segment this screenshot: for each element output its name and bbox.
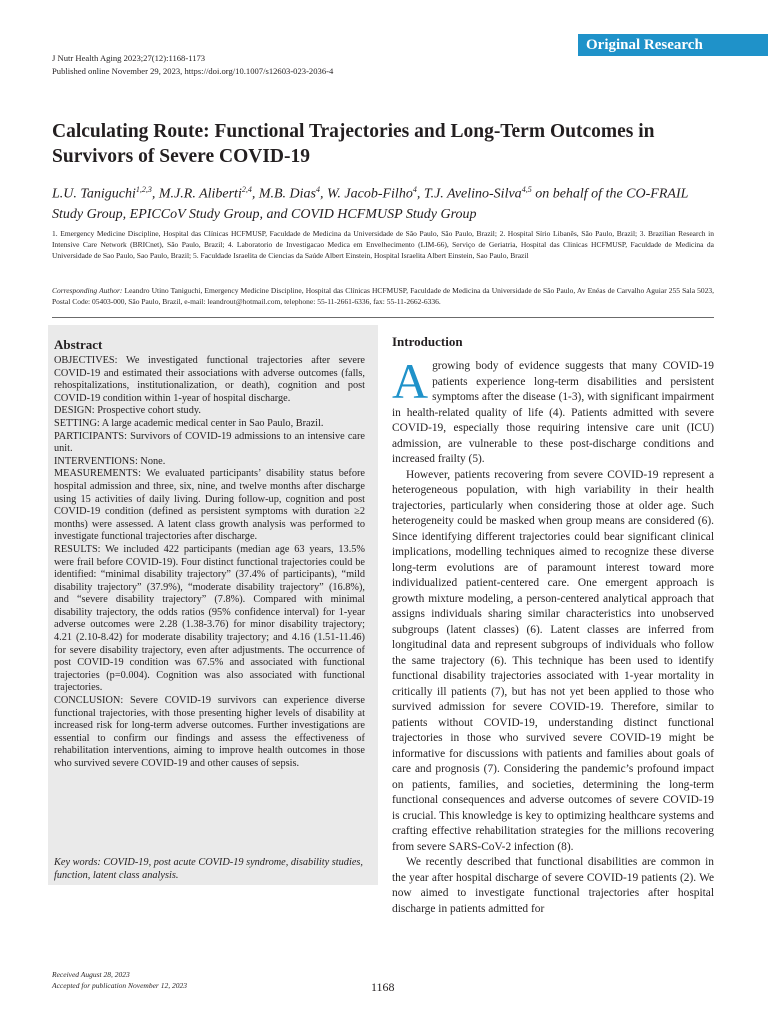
abstract-paragraph — [54, 468, 365, 544]
abstract-paragraph — [54, 544, 365, 695]
author-list — [52, 180, 722, 225]
abstract-section — [54, 337, 365, 771]
intro-paragraph: We recently described that functional disabilities are common in the year after hospital discharge of severe COVID-19 patients (2). We now aimed to investigate functional trajectories after hospital discharge in patients admitted for — [392, 856, 714, 915]
divider — [52, 317, 714, 318]
drop-cap: A — [392, 353, 429, 409]
author-separator: , — [320, 186, 328, 202]
abstract-paragraph — [54, 418, 365, 431]
abstract-heading: Abstract — [54, 337, 103, 352]
abstract-label: PARTICIPANTS: — [54, 430, 128, 442]
corresponding-label: Corresponding Author: — [52, 286, 123, 295]
abstract-text: Severe COVID-19 survivors can experience diverse functional trajectories, with those presenting higher levels of disability at increased risk for long-term adverse outcomes. Further investigations are essential to confirm our findings and assess the effectiveness of rehabilitation interventions, aiming to improve health outcomes in those who survived severe COVID-19 and other causes of sepsis. — [54, 695, 365, 769]
abstract-paragraph — [54, 355, 365, 405]
abstract-paragraph — [54, 405, 365, 418]
abstract-text: None. — [137, 455, 166, 467]
abstract-label: MEASUREMENTS: — [54, 468, 141, 480]
abstract-paragraph — [54, 695, 365, 771]
accepted-date: Accepted for publication November 12, 2023 — [52, 981, 187, 990]
received-dates — [52, 969, 187, 991]
study-group-text: on behalf of the CO-FRAIL Study Group, EPICCoV Study Group, and COVID HCFMUSP Study Group — [52, 186, 689, 222]
author-affiliation-ref: 2,4 — [241, 185, 252, 194]
abstract-text: Prospective cohort study. — [94, 405, 201, 417]
intro-text: growing body of evidence suggests that many COVID-19 patients experience long-term disabilities and persistent symptoms after the disease (1-3), with significant impairment in health-related quality of life (4). Patients admitted with severe COVID-19, especially those requiring intensive care unit (ICU) admission, are vulnerable to these post-discharge conditions and increased frailty (5). — [392, 360, 714, 465]
journal-citation: J Nutr Health Aging 2023;27(12):1168-1173 — [52, 53, 206, 63]
abstract-label: INTERVENTIONS: — [54, 455, 138, 467]
received-date: Received August 28, 2023 — [52, 970, 130, 979]
page-number: 1168 — [371, 980, 395, 994]
abstract-paragraph — [54, 456, 365, 469]
keywords: Key words: COVID-19, post acute COVID-19 syndrome, disability studies, function, latent class analysis. — [54, 857, 363, 881]
article-type-banner: Original Research — [578, 34, 768, 56]
citation-block — [52, 52, 333, 78]
author-separator: , — [151, 186, 159, 202]
author-separator: , — [251, 186, 259, 202]
abstract-text: We investigated functional trajectories after severe COVID-19 and estimated their associations with adverse outcomes (falls, rehospitalizations, institutionalization, or death), cognition and post COVID-19 condition within 1-year of hospital discharge. — [54, 355, 365, 404]
abstract-label: SETTING: — [54, 417, 100, 429]
author-separator: , — [416, 186, 424, 202]
author-affiliation-ref: 4,5 — [521, 185, 532, 194]
author-name: W. Jacob-Filho — [327, 186, 413, 202]
abstract-text: A large academic medical center in Sao Paulo, Brazil. — [99, 417, 324, 429]
author-affiliation-ref: 1,2,3 — [135, 185, 152, 194]
author-name: L.U. Taniguchi — [52, 186, 136, 202]
author-affiliation-ref: 4 — [316, 185, 321, 194]
abstract-text: We included 422 participants (median age 63 years, 13.5% were frail before COVID-19). Four distinct functional trajectories could be identified: “minimal disability trajectory” (37.4% of participants), “mild disability trajectory” (37.9%), “moderate disability trajectory” (16.8%), and “severe disability trajectory” (7.8%). Compared with minimal disability trajectory, the odds ratios (95% confidence interval) for 1-year adverse outcomes were 2.28 (1.38-3.76) for minor disability trajectory; 4.21 (2.10-8.42) for moderate disability trajectory; and 4.16 (1.51-11.46) for severe disability trajectory, even after adjustments. The occurrence of post COVID-19 condition was 67.5% and associated with functional trajectories (p=0.004). Cognition was also associated with functional trajectories. — [54, 543, 365, 694]
abstract-label: DESIGN: — [54, 405, 95, 417]
author-name: T.J. Avelino-Silva — [423, 186, 522, 202]
article-title: Calculating Route: Functional Trajectories and Long-Term Outcomes in Survivors of Severe COVID-19 — [52, 121, 655, 167]
abstract-text: We evaluated participants’ disability status before hospital admission and three, six, nine, and twelve months after discharge using 15 activities of daily living. During follow-up, cognition and post COVID-19 condition (defined as persistent symptoms with duration ≥2 months) were assessed. A latent class growth analysis was performed to investigate functional trajectories after discharge. — [54, 468, 365, 543]
abstract-label: OBJECTIVES: — [54, 355, 118, 366]
introduction-heading: Introduction — [392, 334, 463, 349]
abstract-text: Survivors of COVID-19 admissions to an intensive care unit. — [54, 430, 365, 455]
intro-paragraph — [392, 353, 714, 468]
author-name: M.B. Dias — [258, 186, 317, 202]
intro-paragraph: However, patients recovering from severe COVID-19 represent a heterogeneous population, with high variability in their health trajectories, particularly when considering those at older age. Such heterogeneity could be masked when group means are considered (6). Since identifying different trajectories could bear significant clinical implications, modelling techniques aimed to recognize these diverse long-term evolutions are of paramount interest toward more individualized patient-centered care. One emergent approach is growth mixture modeling, a person-centered analytical approach that assigns individuals sharing similar characteristics into unobserved subgroups (latent classes) (6). Latent classes are inferred from longitudinal data and represent subgroups of individuals who follow the same trajectory (6). This technique has been used to identify functional disability trajectories associated with 1-year mortality in critically ill patients (7), but has not yet been applied to those who survived admission for severe COVID-19. Therefore, similar to patients without COVID-19, understanding distinct functional trajectories in those who survived severe COVID-19 might be informative for discussions with patients and families about goals of care and prognosis (7). Considering the pandemic’s profound impact on patients, families, and societies, determining the long-term functional consequences and adverse outcomes of severe COVID-19 is crucial. This knowledge is key to optimizing healthcare systems and crafting effective rehabilitation strategies for the millions recovering from severe SARS-CoV-2 infection (8). — [392, 468, 714, 853]
doi-line[interactable]: Published online November 29, 2023, https://doi.org/10.1007/s12603-023-2036-4 — [52, 66, 334, 76]
affiliations: 1. Emergency Medicine Discipline, Hospital das Clínicas HCFMUSP, Faculdade de Medicina da Universidade de São Paulo, São Paulo, Brazil; 2. Hospital Sírio Libanês, São Paulo, Brazil; 3. Brazilian Research in Intensive Care Network (BRICnet), São Paulo, Brazil; 4. Laboratorio de Investigacao Medica em Envelhecimento (LIM-66), Serviço de Geriatria, Hospital das Clinicas HCFMUSP, Faculdade de Medicina da Universidade de Sao Paulo, Sao Paulo, Brazil; 5. Faculdade Israelita de Ciencias da Saúde Albert Einstein, Hospital Israelita Albert Einstein, Sao Paulo, Brazil — [52, 229, 714, 260]
abstract-label: RESULTS: — [54, 543, 101, 555]
author-name: M.J.R. Aliberti — [158, 186, 242, 202]
abstract-paragraph — [54, 431, 365, 456]
corresponding-details: Leandro Utino Taniguchi, Emergency Medicine Discipline, Hospital das Clínicas HCFMUSP, Faculdade de Medicina da Universidade de São Paulo, Av Enéas de Carvalho Aguiar 255 Sala 5023, Postal Code: 05403-000, São Paulo, Brazil, e-mail: leandrout@hotmail.com, telephone: 55-11-2661-6336, fax: 55-11-2662-6336. — [52, 286, 714, 306]
introduction-section — [392, 334, 714, 917]
author-affiliation-ref: 4 — [412, 185, 417, 194]
corresponding-author — [52, 285, 714, 307]
abstract-label: CONCLUSION: — [54, 695, 124, 707]
